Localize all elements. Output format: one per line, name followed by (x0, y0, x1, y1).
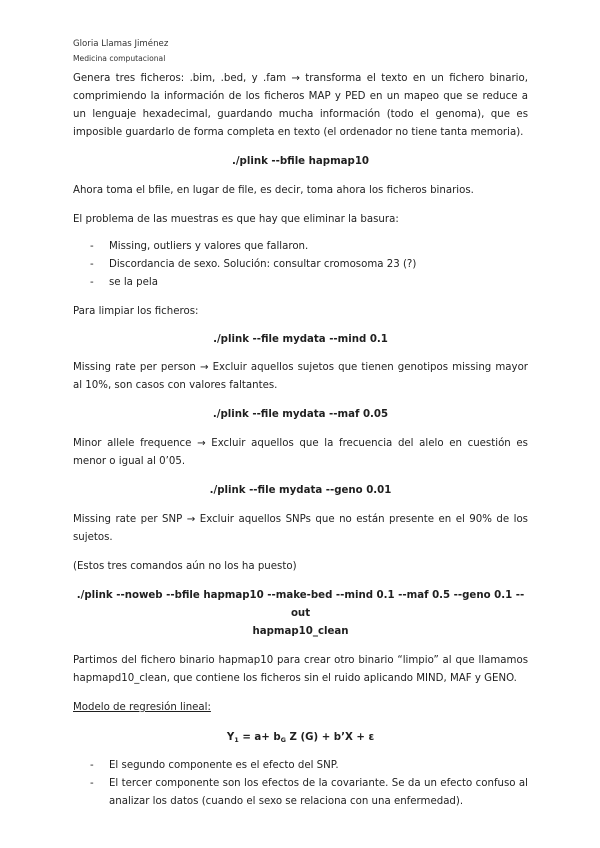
command-mind: ./plink --file mydata --mind 0.1 (213, 334, 388, 345)
list-item: - Discordancia de sexo. Solución: consultar cromosoma 23 (?) (73, 256, 528, 274)
paragraph-missing-snp: Missing rate per SNP → Excluir aquellos SNPs que no están presente en el 90% de los sujetos. (73, 514, 528, 543)
formula-y-subscript: 1 (234, 736, 239, 744)
formula-b-subscript: G (280, 736, 287, 744)
list-item: - El tercer componente son los efectos de la covariante. Se da un efecto confuso al analizar los datos (cuando el sexo se relaciona con una enfermedad). (73, 775, 528, 811)
command-bfile: ./plink --bfile hapmap10 (231, 156, 370, 167)
command-full-line1: ./plink --noweb --bfile hapmap10 --make-bed --mind 0.1 --maf 0.5 --geno 0.1 --out (76, 590, 525, 619)
regression-formula (73, 729, 528, 747)
list-garbage (73, 238, 528, 292)
list-item: - Missing, outliers y valores que fallaron. (73, 238, 528, 256)
author-name: Gloria Llamas Jiménez (73, 39, 169, 49)
formula-y: Y (226, 732, 235, 743)
section-title (73, 699, 528, 717)
paragraph-missing-person: Missing rate per person → Excluir aquellos sujetos que tienen genotipos missing mayor al 10%, son casos con valores faltantes. (73, 362, 528, 391)
formula-rest: Z (G) + b’X + ε (286, 732, 375, 743)
subject-name: Medicina computacional (73, 54, 166, 63)
page-header (73, 38, 168, 65)
paragraph-bfile-explanation: Ahora toma el bfile, en lugar de file, es decir, toma ahora los ficheros binarios. (73, 185, 474, 196)
paragraph-binary-files: Genera tres ficheros: .bim, .bed, y .fam → transforma el texto en un fichero binario, comprimiendo la información de los ficheros MAP y PED en un mapeo que se reduce a un lenguaje hexadecimal, guardando mucha información (todo el genoma), que es imposible guardarlo de forma completa en texto (el ordenador no tiene tanta memoria). (73, 73, 528, 138)
paragraph-note: (Estos tres comandos aún no los ha puesto) (73, 561, 297, 572)
paragraph-minor-allele: Minor allele frequence → Excluir aquellos que la frecuencia del alelo en cuestión es menor o igual al 0’05. (73, 438, 528, 467)
list-item: - El segundo componente es el efecto del SNP. (73, 757, 528, 775)
paragraph-hapmap-clean: Partimos del fichero binario hapmap10 para crear otro binario “limpio” al que llamamos hapmapd10_clean, que contiene los ficheros sin el ruido aplicando MIND, MAF y GENO. (73, 655, 528, 684)
document-body (73, 70, 528, 811)
command-full-line2: hapmap10_clean (252, 626, 349, 637)
paragraph-samples-problem: El problema de las muestras es que hay que eliminar la basura: (73, 214, 399, 225)
section-title-text: Modelo de regresión lineal: (73, 702, 211, 713)
list-components (73, 757, 528, 811)
list-item: - se la pela (73, 274, 528, 292)
formula-mid: = a+ b (238, 732, 281, 743)
command-maf: ./plink --file mydata --maf 0.05 (212, 409, 389, 420)
command-geno: ./plink --file mydata --geno 0.01 (209, 485, 392, 496)
paragraph-clean-files: Para limpiar los ficheros: (73, 306, 199, 317)
